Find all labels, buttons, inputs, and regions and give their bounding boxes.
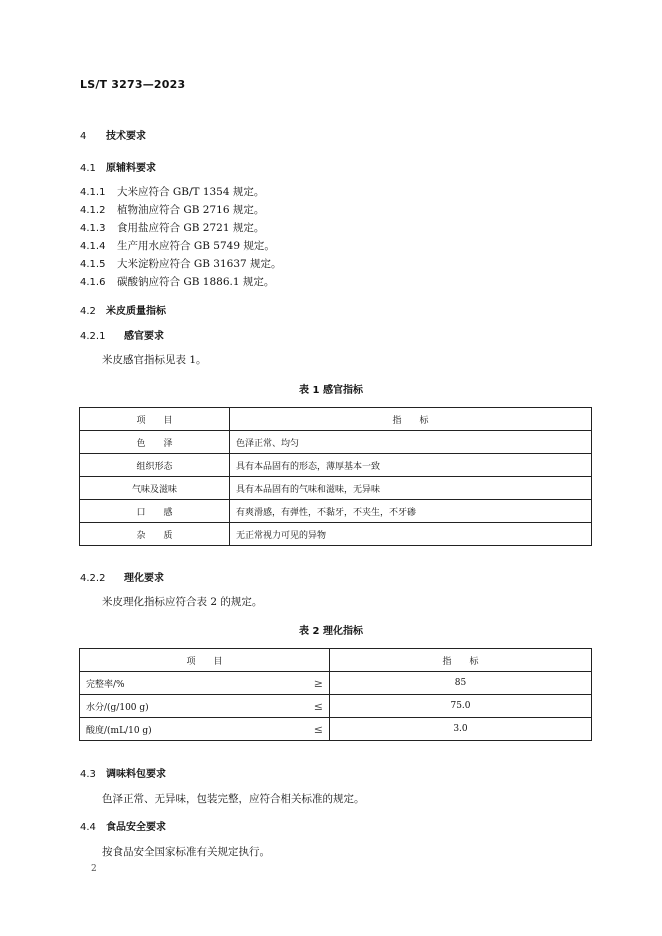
section-number: 4: [80, 131, 87, 142]
comparison-symbol: ≥: [313, 676, 323, 690]
clause-item: [80, 256, 282, 271]
section-4-3-heading: [80, 765, 166, 780]
table-row: [80, 500, 592, 523]
item-cell: [80, 695, 330, 718]
table-1-caption: 表 1 感官指标: [299, 385, 363, 396]
section-number: 4.2.2: [80, 573, 106, 584]
item-label: 完整率/%: [86, 679, 125, 690]
section-title: 技术要求: [106, 131, 146, 142]
section-number: 4.4: [80, 822, 96, 833]
comparison-symbol: ≤: [313, 699, 323, 713]
paragraph: 色泽正常、无异味，包装完整，应符合相关标准的规定。: [102, 793, 365, 805]
section-title: 原辅料要求: [106, 163, 156, 174]
table-row: [80, 431, 592, 454]
clause-item: [80, 202, 264, 217]
section-number: 4.3: [80, 769, 96, 780]
table-row: [80, 454, 592, 477]
column-header: 项 目: [80, 649, 330, 672]
table-row: [80, 718, 592, 741]
clause-item: [80, 220, 264, 235]
value-cell: 有爽滑感，有弹性，不黏牙，不夹生，不牙碜: [230, 500, 592, 523]
paragraph: 米皮理化指标应符合表 2 的规定。: [102, 596, 263, 608]
table-sensory: [79, 407, 592, 546]
item-label: 水分/(g/100 g): [86, 702, 149, 713]
table-row: [80, 523, 592, 546]
page-number: 2: [91, 864, 97, 874]
clause-text: 食用盐应符合 GB 2721 规定。: [117, 222, 265, 234]
section-4-2-heading: [80, 302, 166, 317]
table-physicochemical: [79, 648, 592, 741]
section-number: 4.2.1: [80, 331, 106, 342]
clause-text: 大米应符合 GB/T 1354 规定。: [117, 186, 265, 198]
table-header-row: [80, 649, 592, 672]
clause-number: 4.1.6: [80, 277, 106, 288]
clause-text: 大米淀粉应符合 GB 31637 规定。: [117, 258, 282, 270]
clause-number: 4.1.1: [80, 187, 106, 198]
section-4-2-1-heading: [80, 327, 164, 342]
section-4-2-2-heading: [80, 569, 164, 584]
item-cell: 色 泽: [80, 431, 230, 454]
section-number: 4.2: [80, 306, 96, 317]
clause-text: 生产用水应符合 GB 5749 规定。: [117, 240, 275, 252]
value-cell: 具有本品固有的形态，薄厚基本一致: [230, 454, 592, 477]
item-cell: 气味及滋味: [80, 477, 230, 500]
section-4-1-heading: [80, 159, 156, 174]
clause-number: 4.1.5: [80, 259, 106, 270]
standard-code: LS/T 3273—2023: [80, 78, 186, 91]
clause-item: [80, 238, 275, 253]
table-2-caption: 表 2 理化指标: [299, 626, 363, 637]
item-cell: 口 感: [80, 500, 230, 523]
paragraph: 米皮感官指标见表 1。: [102, 354, 207, 366]
section-title: 理化要求: [124, 573, 164, 584]
value-cell: 85: [330, 672, 592, 695]
section-4-4-heading: [80, 818, 166, 833]
section-title: 米皮质量指标: [106, 306, 166, 317]
value-cell: 3.0: [330, 718, 592, 741]
section-title: 感官要求: [124, 331, 164, 342]
table-row: [80, 477, 592, 500]
column-header: 指 标: [230, 408, 592, 431]
column-header: 指 标: [330, 649, 592, 672]
clause-item: [80, 184, 264, 199]
paragraph: 按食品安全国家标准有关规定执行。: [102, 846, 270, 858]
value-cell: 无正常视力可见的异物: [230, 523, 592, 546]
item-cell: 杂 质: [80, 523, 230, 546]
section-4-heading: [80, 127, 146, 142]
item-label: 酸度/(mL/10 g): [86, 725, 152, 736]
item-cell: [80, 672, 330, 695]
clause-text: 碳酸钠应符合 GB 1886.1 规定。: [117, 276, 275, 288]
value-cell: 75.0: [330, 695, 592, 718]
clause-text: 植物油应符合 GB 2716 规定。: [117, 204, 265, 216]
table-row: [80, 672, 592, 695]
value-cell: 具有本品固有的气味和滋味，无异味: [230, 477, 592, 500]
value-cell: 色泽正常、均匀: [230, 431, 592, 454]
table-header-row: [80, 408, 592, 431]
item-cell: 组织形态: [80, 454, 230, 477]
section-title: 食品安全要求: [106, 822, 166, 833]
section-number: 4.1: [80, 163, 96, 174]
clause-item: [80, 274, 274, 289]
comparison-symbol: ≤: [313, 722, 323, 736]
clause-number: 4.1.3: [80, 223, 106, 234]
clause-number: 4.1.4: [80, 241, 106, 252]
clause-number: 4.1.2: [80, 205, 106, 216]
table-row: [80, 695, 592, 718]
section-title: 调味料包要求: [106, 769, 166, 780]
column-header: 项 目: [80, 408, 230, 431]
item-cell: [80, 718, 330, 741]
